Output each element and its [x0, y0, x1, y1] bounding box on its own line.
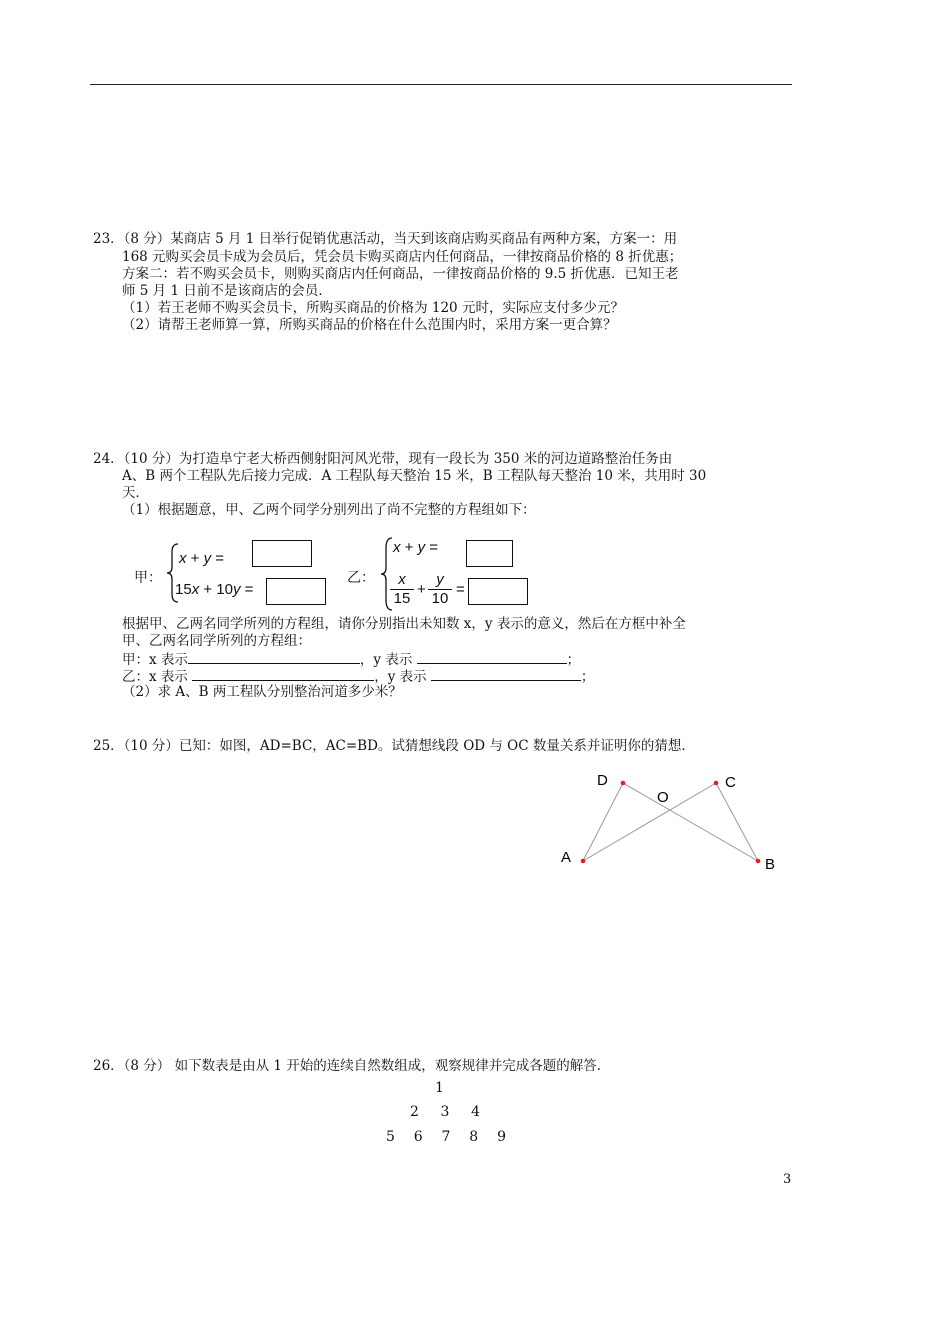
jia-equation-2: 15x + 10y =	[175, 581, 254, 598]
yi-y-label: ，y 表示	[374, 669, 427, 685]
jia-y-label: ，y 表示	[359, 652, 413, 668]
q25-line-1: 25．（10 分）已知：如图，AD=BC，AC=BD。试猜想线段 OD 与 OC 数量关系并证明你的猜想．	[93, 738, 695, 754]
point-B	[756, 859, 761, 864]
number-table-row-3	[386, 1129, 506, 1145]
number-cell: 6	[413, 1129, 423, 1145]
number-table-row-2	[410, 1104, 480, 1120]
number-cell: 7	[441, 1129, 451, 1145]
q25-figure	[555, 765, 795, 880]
number-cell: 4	[471, 1104, 480, 1120]
q26-line-1: 26．（8 分） 如下数表是由从 1 开始的连续自然数组成，观察规律并完成各题的解答．	[93, 1058, 611, 1074]
jia-answer-box-2[interactable]	[266, 578, 326, 605]
label-B: B	[765, 856, 776, 873]
jia-semicolon: ；	[566, 652, 581, 668]
number-cell: 8	[469, 1129, 479, 1145]
q23-line-4: 师 5 月 1 日前不是该商店的会员．	[122, 283, 332, 299]
point-A	[581, 859, 586, 864]
yi-equals: =	[456, 581, 465, 598]
q24-part-1: （1）根据题意，甲、乙两个同学分别列出了尚不完整的方程组如下：	[122, 502, 536, 518]
number-cell: 3	[440, 1104, 450, 1120]
q24-line-2: A、B 两个工程队先后接力完成．A 工程队每天整治 15 米，B 工程队每天整治 10 米，共用时 30	[122, 468, 707, 484]
jia-label: 甲：	[134, 570, 162, 586]
q23-part-2: （2）请帮王老师算一算，所购买商品的价格在什么范围内时，采用方案一更合算？	[122, 317, 617, 333]
yi-semicolon: ；	[580, 669, 595, 685]
jia-x-blank[interactable]	[188, 650, 360, 664]
q24-line-1: 24．（10 分）为打造阜宁老大桥西侧射阳河风光带，现有一段长为 350 米的河边道路整治任务由	[93, 451, 673, 467]
yi-answer-box-1[interactable]	[466, 540, 513, 567]
jia-y-blank[interactable]	[417, 650, 567, 664]
q24-part-2: （2）求 A、B 两工程队分别整治河道多少米？	[122, 684, 402, 700]
segment-DB	[623, 783, 758, 861]
jia-answer-box-1[interactable]	[252, 540, 312, 567]
point-C	[714, 781, 719, 786]
number-cell: 1	[435, 1080, 444, 1096]
q24-line-6: 甲、乙两名同学所列的方程组：	[122, 633, 311, 649]
yi-label: 乙：	[347, 570, 375, 586]
yi-y-blank[interactable]	[431, 667, 581, 681]
number-table-row-1	[435, 1080, 444, 1096]
q23-line-3: 方案二：若不购买会员卡，则购买商店内任何商品，一律按商品价格的 9.5 折优惠．已知王老	[122, 266, 679, 282]
point-D	[621, 781, 626, 786]
label-D: D	[597, 772, 608, 789]
page-number: 3	[783, 1172, 792, 1187]
q23-line-2: 168 元购买会员卡成为会员后，凭会员卡购买商店内任何商品，一律按商品价格的 8 折优惠；	[122, 249, 683, 265]
label-C: C	[725, 774, 736, 791]
jia-equation-1: x + y =	[179, 550, 225, 567]
yi-fraction-x-15: $\frac{x}{15}$	[390, 571, 414, 608]
header-rule	[90, 84, 792, 85]
label-A: A	[561, 849, 572, 866]
number-cell: 2	[410, 1104, 419, 1120]
jia-x-label: 甲：x 表示	[122, 652, 188, 668]
yi-answer-box-2[interactable]	[468, 578, 528, 605]
label-O: O	[657, 789, 669, 806]
q24-line-5: 根据甲、乙两名同学所列的方程组，请你分别指出未知数 x，y 表示的意义，然后在方框中补全	[122, 616, 686, 632]
number-cell: 9	[497, 1129, 506, 1145]
yi-x-label: 乙：x 表示	[122, 669, 188, 685]
yi-plus: +	[417, 581, 426, 598]
yi-equation-1: x + y =	[393, 539, 439, 556]
q24-line-3: 天．	[122, 485, 149, 501]
q23-part-1: （1）若王老师不购买会员卡，所购买商品的价格为 120 元时，实际应支付多少元？	[122, 300, 624, 316]
yi-fraction-y-10: $\frac{y}{10}$	[428, 571, 452, 608]
yi-x-blank[interactable]	[192, 667, 374, 681]
number-cell: 5	[386, 1129, 395, 1145]
q23-line-1: 23．（8 分）某商店 5 月 1 日举行促销优惠活动，当天到该商店购买商品有两种方案，方案一：用	[93, 231, 678, 247]
